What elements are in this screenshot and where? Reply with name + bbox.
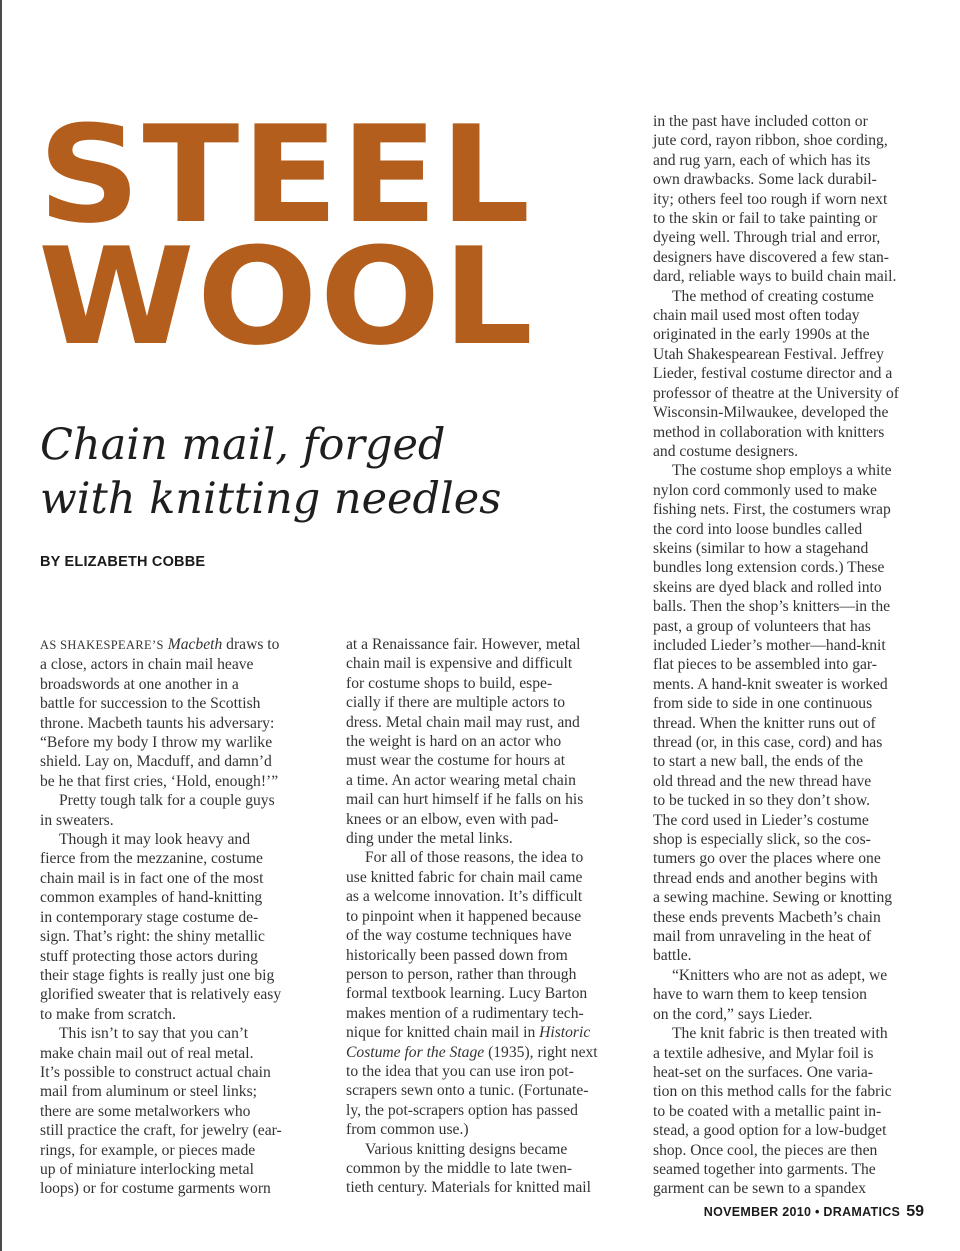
text-line: bundles long extension cords.) These [653, 559, 885, 577]
page-footer [704, 1203, 924, 1221]
text-line: Utah Shakespearean Festival. Jeffrey [653, 345, 884, 363]
article-column-1 [40, 635, 310, 1199]
text-line: of the way costume techniques have [346, 927, 572, 945]
text-line: must wear the costume for hours at [346, 752, 566, 770]
paragraph [346, 1140, 621, 1198]
text-line: sign. That’s right: the shiny metallic [40, 928, 265, 946]
text-line: garment can be sewn to a spandex [653, 1180, 867, 1198]
text-line: originated in the early 1990s at the [653, 326, 870, 344]
text-line: cially if there are multiple actors to [346, 694, 566, 712]
text-line: mail can hurt himself if he falls on his [346, 791, 584, 809]
text-line: the cord into loose bundles called [653, 520, 863, 538]
text-line: designers have discovered a few stan- [653, 248, 889, 266]
text-line: For all of those reasons, the idea to [365, 849, 584, 867]
text-line: own drawbacks. Some lack durabil- [653, 171, 877, 189]
headline-line-1: STEEL [38, 97, 533, 253]
text-line: scrapers sewn onto a tunic. (Fortunate- [346, 1082, 589, 1100]
text-line: dyeing well. Through trial and error, [653, 229, 881, 247]
text-line: Lieder, festival costume director and a [653, 365, 893, 383]
text-line: throne. Macbeth taunts his adversary: [40, 714, 275, 732]
subtitle-line-1: Chain mail, forged [40, 420, 446, 470]
text-line: mail from aluminum or steel links; [40, 1083, 257, 1101]
text-line: knees or an elbow, even with pad- [346, 810, 559, 828]
paragraph [40, 791, 310, 830]
subtitle [40, 418, 500, 526]
text-line: The costume shop employs a white [672, 462, 892, 480]
text-line: these ends prevents Macbeth’s chain [653, 908, 881, 926]
text-line: for costume shops to build, espe- [346, 674, 553, 692]
text-line: The cord used in Lieder’s costume [653, 811, 869, 829]
text-line: to make from scratch. [40, 1005, 176, 1023]
page-number: 59 [906, 1203, 924, 1220]
text-line: glorified sweater that is relatively easy [40, 986, 282, 1004]
text-line: as a welcome innovation. It’s difficult [346, 888, 583, 906]
article-column-3 [653, 112, 928, 1199]
text-line: in the past have included cotton or [653, 113, 868, 130]
text-line: The method of creating costume [672, 287, 874, 305]
text-line: tieth century. Materials for knitted mail [346, 1179, 591, 1197]
text-line: professor of theatre at the University of [653, 384, 899, 402]
text-line: common examples of hand-knitting [40, 889, 263, 907]
text-line: ding under the metal links. [346, 830, 513, 848]
text-line: chain mail is expensive and difficult [346, 655, 573, 673]
text-line: heat-set on the surfaces. One varia- [653, 1063, 873, 1081]
text-line: shield. Lay on, Macduff, and damn’d [40, 753, 272, 771]
text-line: thread ends and another begins with [653, 869, 878, 887]
text-line: the weight is hard on an actor who [346, 733, 562, 751]
text-line: AS SHAKESPEARE’S Macbeth draws to [40, 636, 280, 653]
text-line: jute cord, rayon ribbon, shoe cording, [653, 132, 888, 150]
issue-label: NOVEMBER 2010 • DRAMATICS [703, 1205, 901, 1219]
text-line: to the skin or fail to take painting or [653, 210, 878, 228]
text-line: to start a new ball, the ends of the [653, 753, 864, 771]
text-line: a sewing machine. Sewing or knotting [653, 889, 893, 907]
text-line: nique for knitted chain mail in Historic [346, 1024, 591, 1042]
text-line: from common use.) [346, 1121, 469, 1139]
text-line: skeins are dyed black and rolled into [653, 578, 882, 596]
text-line: makes mention of a rudimentary tech- [346, 1004, 584, 1022]
text-line: thread (or, in this case, cord) and has [653, 734, 883, 751]
text-line: dard, reliable ways to build chain mail. [653, 268, 897, 286]
text-line: at a Renaissance fair. However, metal [346, 636, 581, 653]
text-line: on the cord,” says Lieder. [653, 1005, 813, 1023]
text-line: fishing nets. First, the costumers wrap [653, 501, 891, 519]
text-line: still practice the craft, for jewelry (ear- [40, 1122, 282, 1140]
paragraph [346, 848, 621, 1139]
text-line: up of miniature interlocking metal [40, 1160, 254, 1178]
paragraph [40, 635, 310, 791]
text-line: Wisconsin-Milwaukee, developed the [653, 404, 889, 422]
text-line: This isn’t to say that you can’t [59, 1025, 249, 1043]
paragraph [346, 635, 621, 848]
text-line: their stage fights is really just one big [40, 966, 275, 984]
text-line: flat pieces to be assembled into gar- [653, 656, 877, 674]
text-line: ly, the pot-scrapers option has passed [346, 1101, 578, 1119]
text-line: seamed together into garments. The [653, 1160, 876, 1178]
text-line: ments. A hand-knit sweater is worked [653, 675, 888, 693]
text-line: formal textbook learning. Lucy Barton [346, 985, 588, 1003]
text-line: shop is especially slick, so the cos- [653, 831, 871, 849]
page-edge-rule [0, 0, 2, 1251]
paragraph [653, 461, 928, 966]
text-line: battle. [653, 947, 692, 965]
text-line: included Lieder’s mother—hand-knit [653, 636, 886, 654]
text-line: ity; others feel too rough if worn next [653, 190, 888, 208]
text-line: “Before my body I throw my warlike [40, 734, 273, 752]
text-line: The knit fabric is then treated with [672, 1025, 888, 1043]
paragraph [653, 112, 928, 287]
text-line: mail from unraveling in the heat of [653, 928, 872, 946]
text-line: tion on this method calls for the fabric [653, 1083, 892, 1101]
article-column-2 [346, 635, 621, 1198]
paragraph [653, 1024, 928, 1199]
text-line: battle for succession to the Scottish [40, 695, 261, 713]
text-line: be he that first cries, ‘Hold, enough!’” [40, 772, 279, 790]
text-line: Costume for the Stage (1935), right next [346, 1043, 598, 1061]
text-line: dress. Metal chain mail may rust, and [346, 713, 580, 731]
text-line: a close, actors in chain mail heave [40, 656, 254, 674]
text-line: It’s possible to construct actual chain [40, 1063, 271, 1081]
paragraph [653, 287, 928, 462]
text-line: to be tucked in so they don’t show. [653, 792, 870, 810]
text-line: Pretty tough talk for a couple guys [59, 792, 275, 810]
text-line: tumers go over the places where one [653, 850, 881, 868]
text-line: chain mail is in fact one of the most [40, 869, 264, 887]
text-line: person to person, rather than through [346, 965, 577, 983]
text-line: rings, for example, or pieces made [40, 1141, 256, 1159]
text-line: fierce from the mezzanine, costume [40, 850, 263, 868]
text-line: thread. When the knitter runs out of [653, 714, 876, 732]
text-line: stead, a good option for a low-budget [653, 1122, 887, 1140]
paragraph [40, 1024, 310, 1199]
text-line: nylon cord commonly used to make [653, 481, 877, 499]
text-line: and costume designers. [653, 442, 799, 460]
text-line: use knitted fabric for chain mail came [346, 868, 583, 886]
text-line: Various knitting designs became [365, 1140, 568, 1158]
text-line: have to warn them to keep tension [653, 986, 867, 1004]
text-line: “Knitters who are not as adept, we [672, 966, 888, 984]
text-line: to the idea that you can use iron pot- [346, 1062, 574, 1080]
text-line: make chain mail out of real metal. [40, 1044, 254, 1062]
text-line: historically been passed down from [346, 946, 568, 964]
text-line: Though it may look heavy and [59, 831, 250, 849]
text-line: chain mail used most often today [653, 307, 860, 325]
text-line: old thread and the new thread have [653, 772, 872, 790]
text-line: stuff protecting those actors during [40, 947, 258, 965]
subtitle-line-2: with knitting needles [40, 474, 502, 524]
text-line: past, a group of volunteers that has [653, 617, 871, 635]
text-line: a textile adhesive, and Mylar foil is [653, 1044, 874, 1062]
text-line: in sweaters. [40, 811, 114, 829]
text-line: shop. Once cool, the pieces are then [653, 1141, 878, 1159]
text-line: to be coated with a metallic paint in- [653, 1102, 882, 1120]
paragraph [40, 830, 310, 1024]
text-line: skeins (similar to how a stagehand [653, 539, 869, 557]
text-line: method in collaboration with knitters [653, 423, 885, 441]
headline-line-2: WOOL [38, 219, 536, 375]
text-line: loops) or for costume garments worn [40, 1180, 271, 1198]
text-line: broadswords at one another in a [40, 675, 239, 693]
text-line: a time. An actor wearing metal chain [346, 771, 576, 789]
text-line: there are some metalworkers who [40, 1102, 251, 1120]
byline: BY ELIZABETH COBBE [40, 554, 206, 570]
text-line: to pinpoint when it happened because [346, 907, 582, 925]
paragraph [653, 966, 928, 1024]
text-line: from side to side in one continuous [653, 695, 873, 713]
text-line: and rug yarn, each of which has its [653, 151, 871, 169]
text-line: balls. Then the shop’s knitters—in the [653, 598, 891, 616]
text-line: in contemporary stage costume de- [40, 908, 259, 926]
text-line: common by the middle to late twen- [346, 1159, 573, 1177]
